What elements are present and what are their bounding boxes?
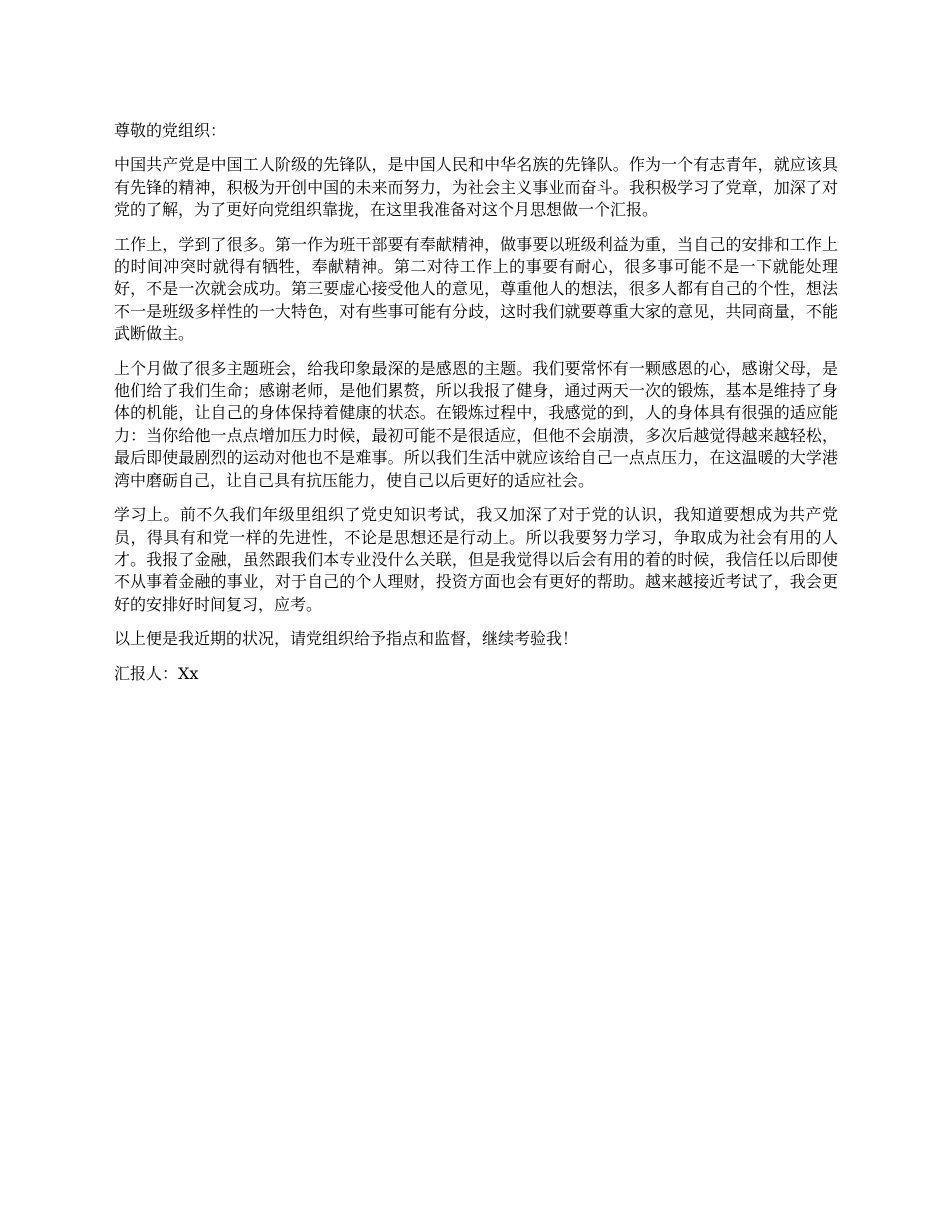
salutation: 尊敬的党组织： (114, 121, 227, 140)
paragraph-study: 学习上。前不久我们年级里组织了党史知识考试，我又加深了对于党的认识，我知道要想成为共产党员，得具有和党一样的先进性，不论是思想还是行动上。所以我要努力学习，争取成为社会有用的人才。我报了金融，虽然跟我们本专业没什么关联，但是我觉得以后会有用的着的时候，我信任以后即使不从事着金融的事业，对于自己的个人理财，投资方面也会有更好的帮助。越来越接近考试了，我会更好的安排好时间复习，应考。 (114, 505, 838, 614)
signature: 汇报人：Xx (114, 663, 199, 683)
paragraph-work: 工作上，学到了很多。第一作为班干部要有奉献精神，做事要以班级利益为重，当自己的安排和工作上的时间冲突时就得有牺牲，奉献精神。第二对待工作上的事要有耐心，很多事可能不是一下就能处理好，不是一次就会成功。第三要虚心接受他人的意见，尊重他人的想法，很多人都有自己的个性，想法不一是班级多样性的一大特色，对有些事可能有分歧，这时我们就要尊重大家的意见，共同商量，不能武断做主。 (114, 234, 838, 344)
document-page (114, 120, 838, 697)
paragraph-closing: 以上便是我近期的状况，请党组织给予指点和监督，继续考验我！ (114, 629, 579, 649)
paragraph-class-meeting: 上个月做了很多主题班会，给我印象最深的是感恩的主题。我们要常怀有一颗感恩的心，感谢父母，是他们给了我们生命；感谢老师，是他们累赘，所以我报了健身，通过两天一次的锻炼，基本是维持了身体的机能，让自己的身体保持着健康的状态。在锻炼过程中，我感觉的到，人的身体具有很强的适应能力：当你给他一点点增加压力时候，最初可能不是很适应，但他不会崩溃，多次后越觉得越来越轻松，最后即使最剧烈的运动对他也不是难事。所以我们生活中就应该给自己一点点压力，在这温暖的大学港湾中磨砺自己，让自己具有抗压能力，使自己以后更好的适应社会。 (114, 358, 838, 490)
paragraph-intro: 中国共产党是中国工人阶级的先锋队，是中国人民和中华名族的先锋队。作为一个有志青年，就应该具有先锋的精神，积极为开创中国的未来而努力，为社会主义事业而奋斗。我积极学习了党章，加深了对党的了解，为了更好向党组织靠拢，在这里我准备对这个月思想做一个汇报。 (114, 155, 838, 220)
